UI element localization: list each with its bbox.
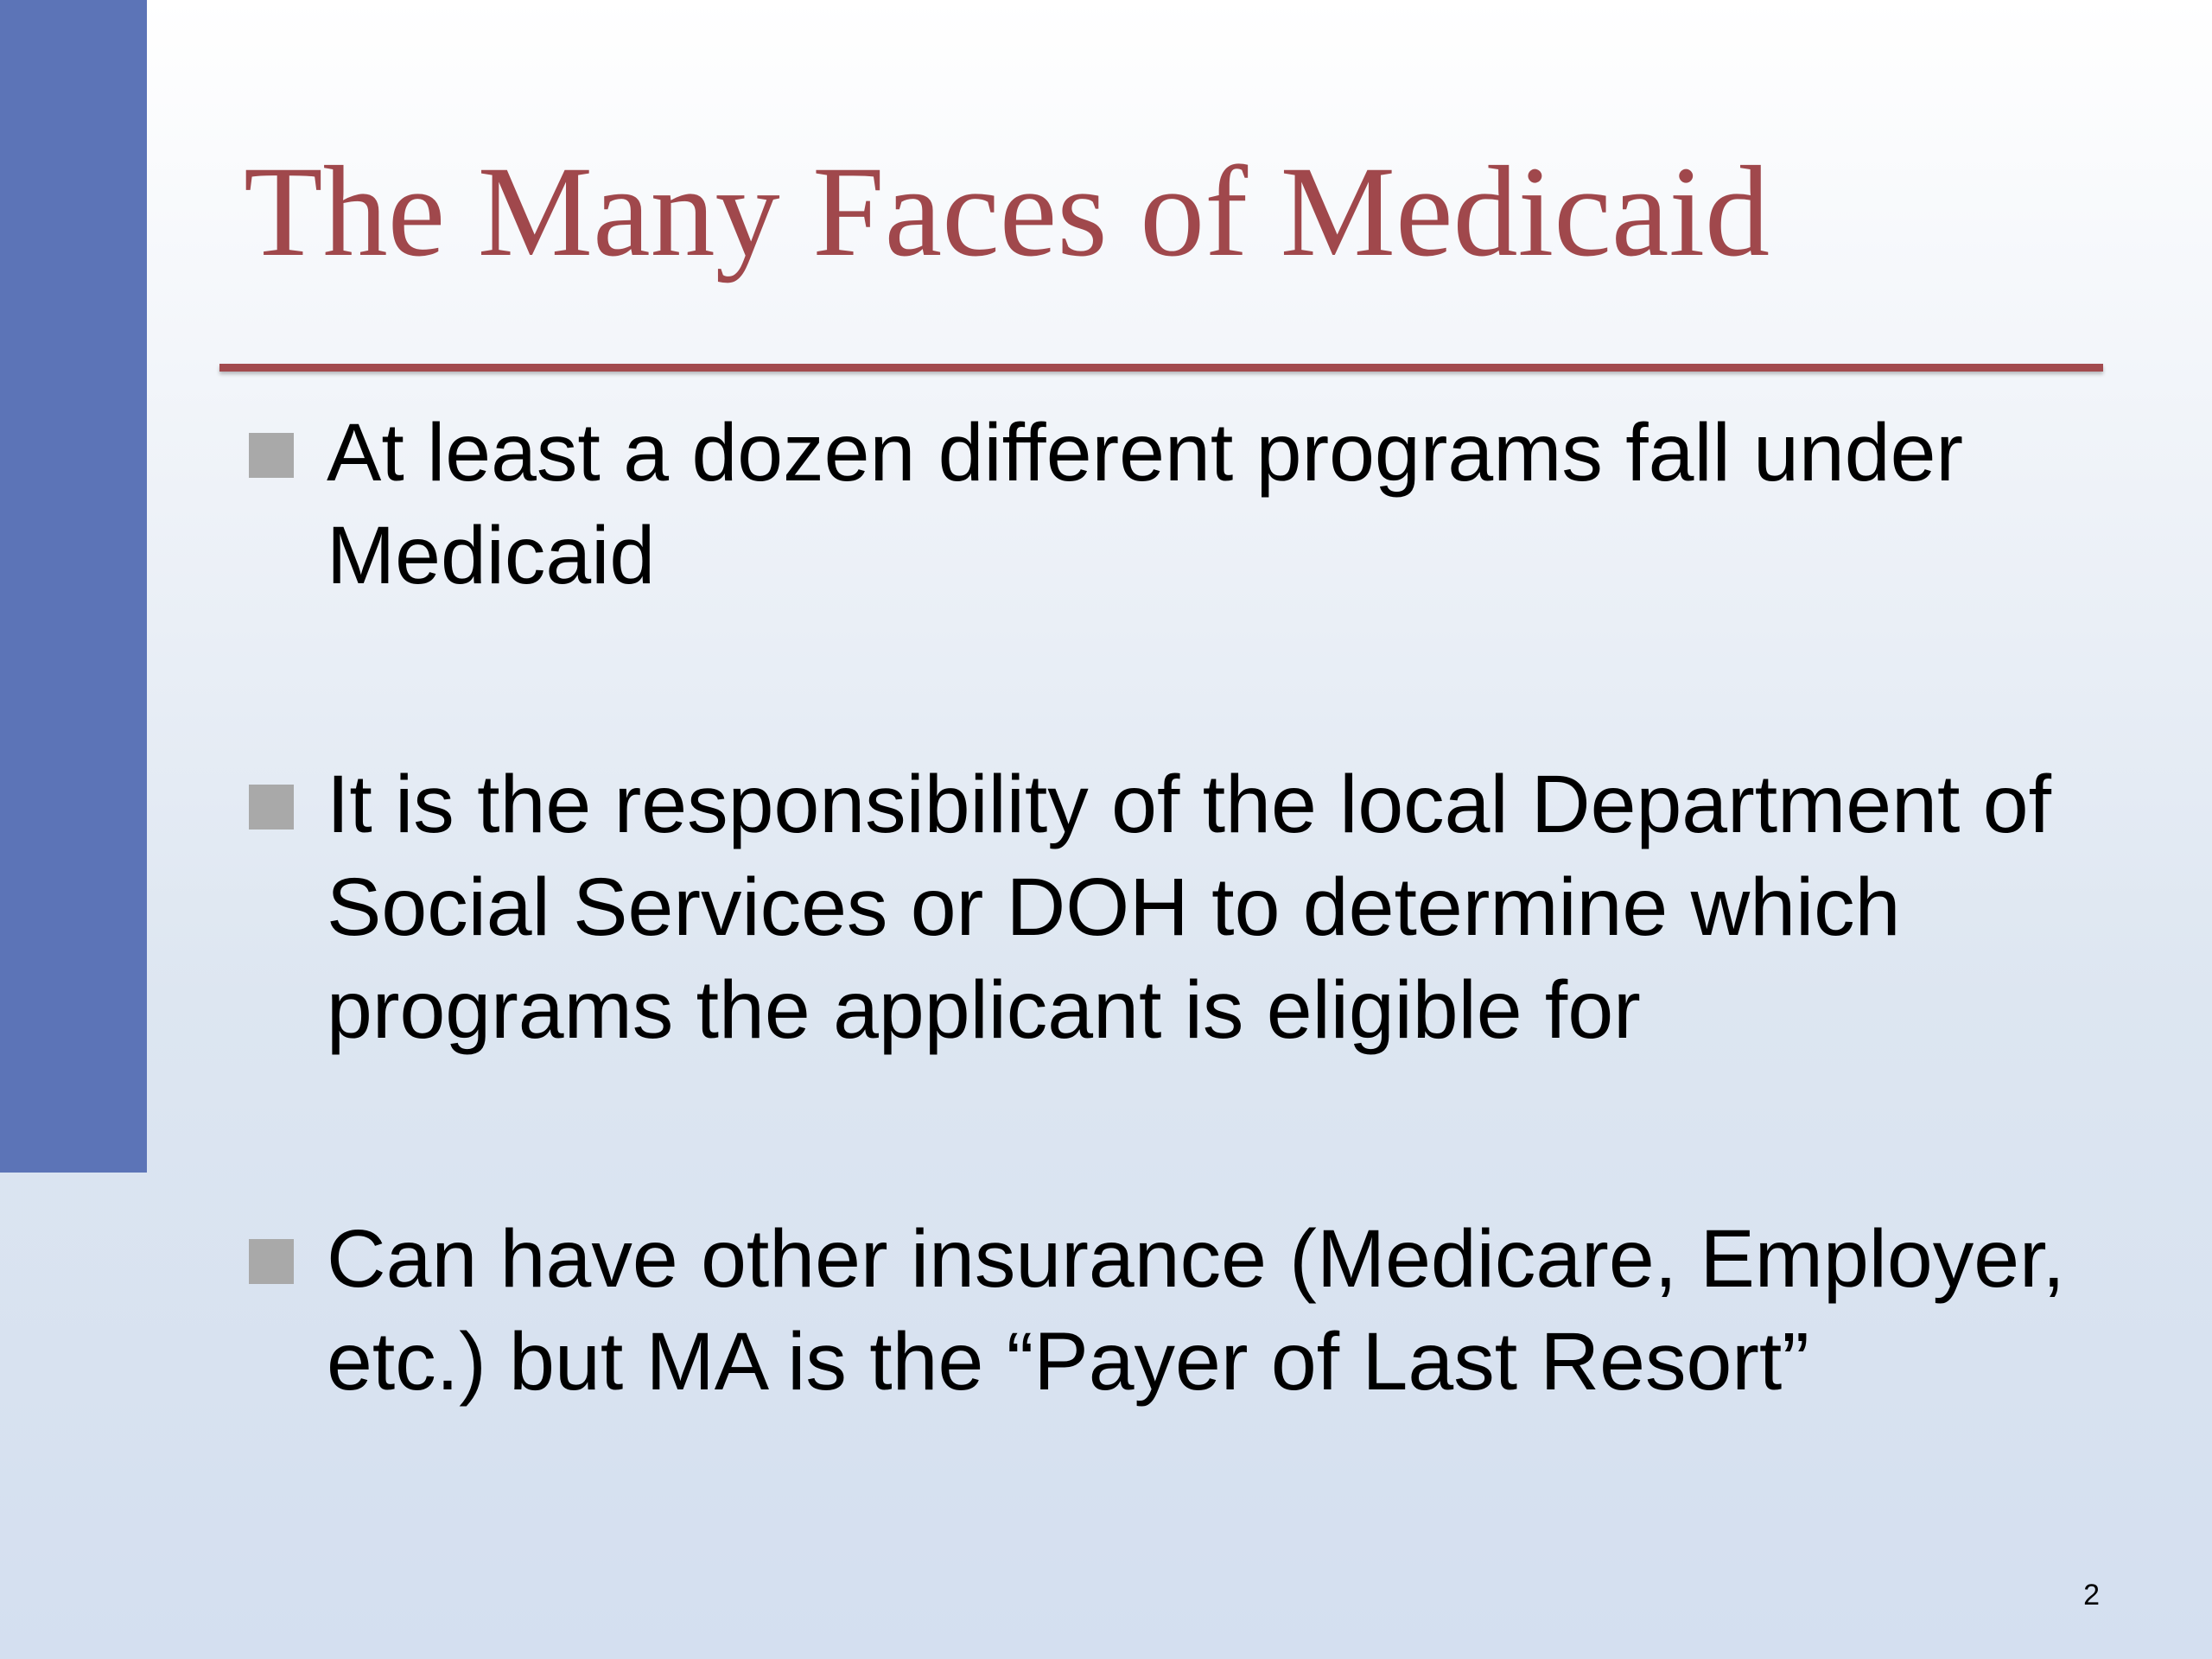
slide-title: The Many Faces of Medicaid — [244, 140, 1770, 283]
square-bullet-icon — [249, 433, 294, 478]
title-divider — [219, 364, 2103, 372]
square-bullet-icon — [249, 1239, 294, 1284]
bullet-text: It is the responsibility of the local Department of Social Services or DOH to determine which programs the applicant is eligible for — [327, 759, 2051, 1056]
bullet-text: Can have other insurance (Medicare, Employer, etc.) but MA is the “Payer of Last Resort” — [327, 1213, 2065, 1408]
square-bullet-icon — [249, 785, 294, 830]
page-number: 2 — [2083, 1579, 2100, 1611]
side-accent-bar — [0, 0, 147, 1173]
bullet-text: At least a dozen different programs fall under Medicaid — [327, 407, 1964, 601]
